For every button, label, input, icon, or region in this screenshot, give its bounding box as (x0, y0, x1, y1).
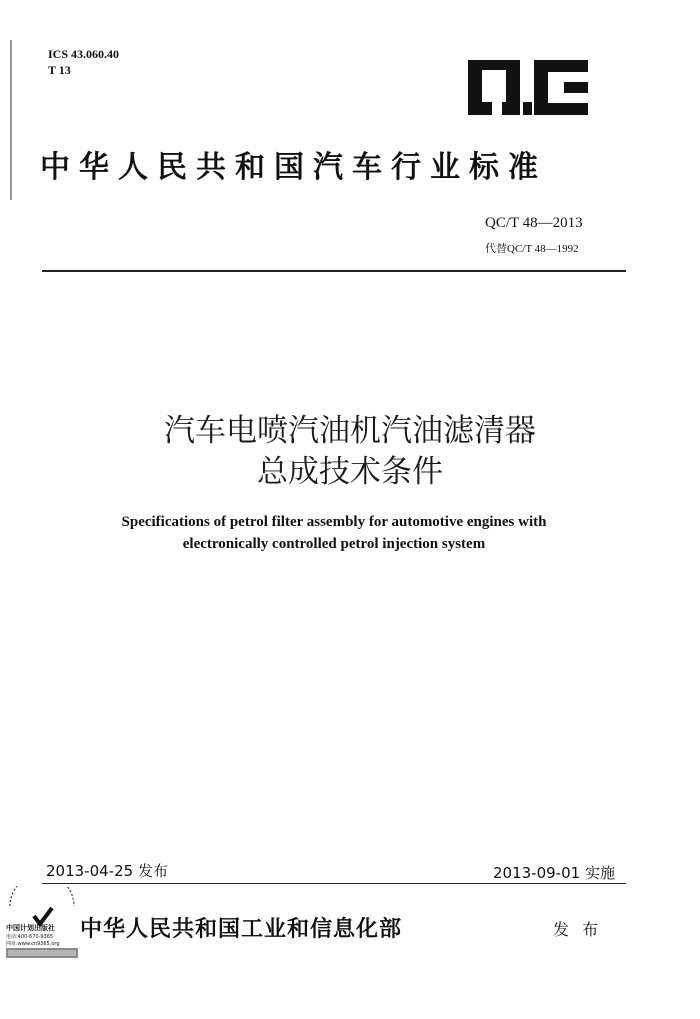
stamp-website: 网址:www.cn9365.org (6, 941, 60, 947)
class-code: T 13 (48, 63, 71, 77)
english-title-line-2: electronically controlled petrol injection system (182, 536, 486, 552)
qc-logo (468, 60, 588, 115)
chinese-title-line-1: 汽车电喷汽油机汽油滤清器 (164, 413, 536, 449)
header-divider (42, 270, 626, 272)
scan-edge-line (10, 40, 12, 200)
footer-divider (42, 883, 626, 884)
standard-number: QC/T 48—2013 (485, 215, 583, 231)
replaces-standard: 代替QC/T 48—1992 (485, 243, 579, 255)
stamp-phone: 电话:400-670-9365 (6, 934, 54, 940)
english-title-line-1: Specifications of petrol filter assembly for automotive engines with (121, 514, 547, 530)
publisher-stamp-icon (4, 886, 80, 962)
ics-code: ICS 43.060.40 (48, 47, 120, 61)
chinese-title-line-2: 总成技术条件 (257, 454, 443, 490)
classification-block (48, 46, 119, 78)
publish-label: 发 布 (553, 920, 603, 939)
stamp-publisher: 中国计划出版社 (6, 924, 55, 932)
issue-date: 2013-04-25 发布 (46, 862, 168, 880)
issuing-authority: 中华人民共和国工业和信息化部 (80, 916, 403, 942)
implementation-date: 2013-09-01 实施 (493, 864, 615, 882)
standard-category-title: 中华人民共和国汽车行业标准 (40, 150, 547, 185)
